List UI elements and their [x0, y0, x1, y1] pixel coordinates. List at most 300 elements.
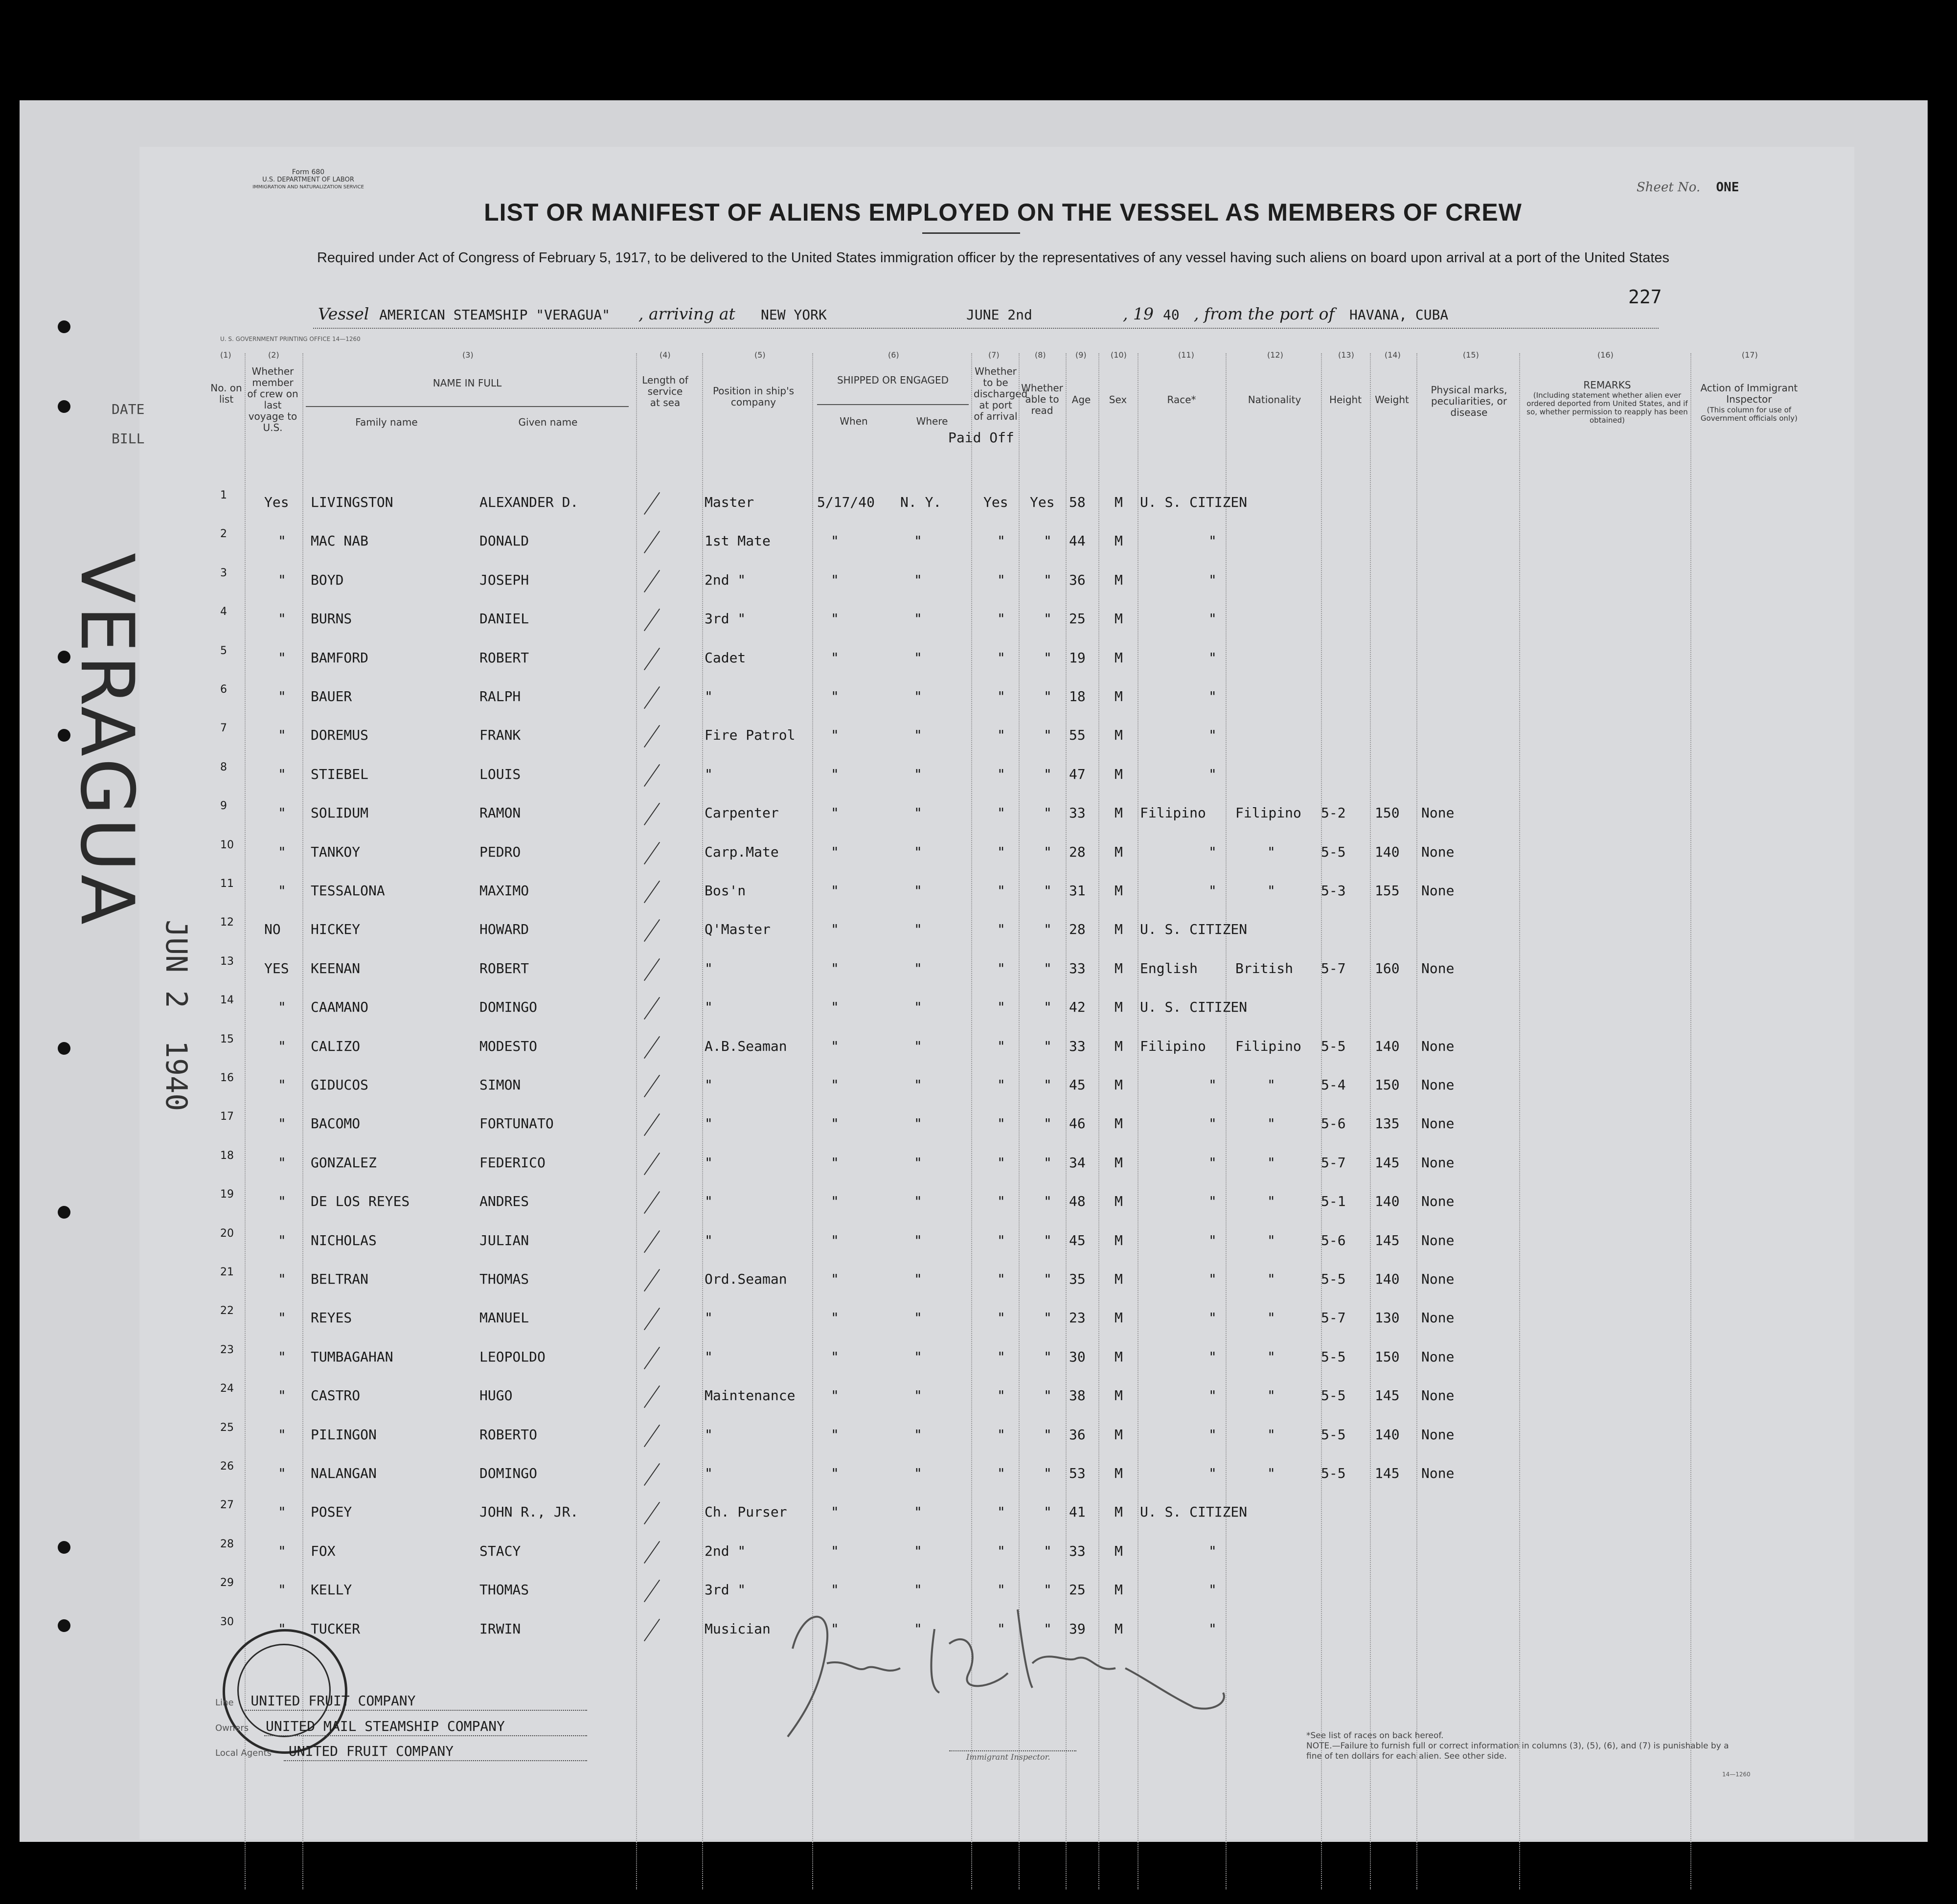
sex-cell: M	[1115, 1077, 1123, 1093]
binder-hole	[58, 1619, 70, 1632]
family-name-cell: NALANGAN	[311, 1465, 377, 1481]
sex-cell: M	[1115, 805, 1123, 821]
discharged-cell: "	[997, 688, 1005, 704]
sex-cell: M	[1115, 1193, 1123, 1209]
footer-rule	[245, 1710, 587, 1711]
able-to-read-cell: "	[1044, 960, 1052, 976]
race-cell: "	[1208, 1271, 1217, 1287]
physical-marks-cell: None	[1421, 1038, 1455, 1054]
shipped-when-cell: "	[831, 1115, 839, 1132]
sex-cell: M	[1115, 1232, 1123, 1248]
height-cell: 5-2	[1321, 805, 1346, 821]
weight-cell: 150	[1375, 1349, 1400, 1365]
race-cell: "	[1208, 1232, 1217, 1248]
nationality-cell: "	[1267, 1077, 1275, 1093]
discharged-cell: "	[997, 1271, 1005, 1287]
binder-hole	[58, 400, 70, 413]
given-name-cell: THOMAS	[479, 1271, 529, 1287]
able-to-read-cell: "	[1044, 1115, 1052, 1132]
physical-marks-cell: None	[1421, 1465, 1455, 1481]
binder-hole	[58, 1206, 70, 1219]
col-num-9: (9)	[1075, 350, 1087, 360]
weight-cell: 140	[1375, 1427, 1400, 1443]
col-header-sex: Sex	[1109, 394, 1127, 406]
position-cell: Cadet	[705, 650, 746, 666]
given-name-cell: MODESTO	[479, 1038, 538, 1054]
age-cell: 35	[1069, 1271, 1086, 1287]
col-header-weight: Weight	[1375, 394, 1409, 406]
column-separator	[636, 353, 637, 1889]
able-to-read-cell: "	[1044, 883, 1052, 899]
age-cell: 28	[1069, 921, 1086, 937]
discharged-cell: "	[997, 1193, 1005, 1209]
col-header-inspector: Action of Immigrant Inspector	[1700, 382, 1798, 405]
inspector-rule	[949, 1750, 1076, 1751]
race-cell: "	[1208, 844, 1217, 860]
year-prefix: , 19	[1123, 304, 1154, 323]
sex-cell: M	[1115, 960, 1123, 976]
row-number: 8	[220, 761, 227, 773]
col-num-5: (5)	[754, 350, 766, 360]
shipped-when-cell: "	[831, 1504, 839, 1520]
given-name-cell: RALPH	[479, 688, 521, 704]
stamp-date	[159, 920, 193, 1111]
able-to-read-cell: "	[1044, 1232, 1052, 1248]
family-name-cell: KELLY	[311, 1582, 352, 1598]
col-num-12: (12)	[1267, 350, 1283, 360]
nationality-cell: "	[1267, 1427, 1275, 1443]
shipped-when-cell: "	[831, 1349, 839, 1365]
binder-hole	[58, 1042, 70, 1055]
race-cell: "	[1208, 1349, 1217, 1365]
weight-cell: 130	[1375, 1310, 1400, 1326]
col-header-no: No. on list	[210, 382, 242, 405]
given-name-cell: FORTUNATO	[479, 1115, 554, 1132]
prev-voyage-cell: "	[278, 650, 286, 666]
given-name-cell: HUGO	[479, 1387, 513, 1404]
row-number: 15	[220, 1033, 234, 1045]
departure-port: HAVANA, CUBA	[1349, 307, 1449, 323]
form-identifier	[210, 169, 406, 191]
shipped-where-cell: "	[914, 1271, 922, 1287]
shipped-when-cell: "	[831, 1582, 839, 1598]
age-cell: 18	[1069, 688, 1086, 704]
race-cell: "	[1208, 727, 1217, 743]
shipped-where-cell: "	[914, 1465, 922, 1481]
name-header-rule	[306, 406, 629, 407]
race-cell: U. S. CITIZEN	[1140, 494, 1248, 510]
discharged-cell: "	[997, 727, 1005, 743]
physical-marks-cell: None	[1421, 1387, 1455, 1404]
height-cell: 5-5	[1321, 1387, 1346, 1404]
prev-voyage-cell: "	[278, 1582, 286, 1598]
shipped-where-cell: "	[914, 572, 922, 588]
col-num-17: (17)	[1742, 350, 1758, 360]
physical-marks-cell: None	[1421, 883, 1455, 899]
race-cell: "	[1208, 766, 1217, 782]
age-cell: 33	[1069, 1543, 1086, 1559]
prev-voyage-cell: Yes	[264, 494, 289, 510]
prev-voyage-cell: "	[278, 1115, 286, 1132]
given-name-cell: DONALD	[479, 533, 529, 549]
col-header-nationality: Nationality	[1248, 394, 1301, 406]
prev-voyage-cell: "	[278, 1465, 286, 1481]
given-name-cell: JOHN R., JR.	[479, 1504, 579, 1520]
col-num-1: (1)	[220, 350, 231, 360]
height-cell: 5-7	[1321, 960, 1346, 976]
family-name-cell: CAAMANO	[311, 999, 369, 1015]
prev-voyage-cell: "	[278, 1349, 286, 1365]
nationality-cell: "	[1267, 1155, 1275, 1171]
race-cell: "	[1208, 650, 1217, 666]
discharged-cell: "	[997, 1232, 1005, 1248]
shipped-where-cell: "	[914, 1077, 922, 1093]
row-number: 24	[220, 1383, 234, 1395]
discharged-cell: "	[997, 1504, 1005, 1520]
shipped-when-cell: "	[831, 960, 839, 976]
position-cell: Bos'n	[705, 883, 746, 899]
given-name-cell: MAXIMO	[479, 883, 529, 899]
given-name-cell: JOSEPH	[479, 572, 529, 588]
sex-cell: M	[1115, 1582, 1123, 1598]
race-cell: "	[1208, 1115, 1217, 1132]
discharged-cell: "	[997, 1465, 1005, 1481]
able-to-read-cell: "	[1044, 1543, 1052, 1559]
sex-cell: M	[1115, 1155, 1123, 1171]
given-name-cell: LOUIS	[479, 766, 521, 782]
nationality-cell: "	[1267, 1310, 1275, 1326]
sex-cell: M	[1115, 1387, 1123, 1404]
age-cell: 19	[1069, 650, 1086, 666]
weight-cell: 145	[1375, 1465, 1400, 1481]
col-header-able-to-read: Whether able to read	[1021, 382, 1063, 416]
age-cell: 36	[1069, 1427, 1086, 1443]
weight-cell: 145	[1375, 1232, 1400, 1248]
prev-voyage-cell: YES	[264, 960, 289, 976]
col-num-8: (8)	[1035, 350, 1046, 360]
sex-cell: M	[1115, 688, 1123, 704]
col-num-4: (4)	[660, 350, 671, 360]
col-header-name: NAME IN FULL	[432, 377, 502, 389]
sex-cell: M	[1115, 999, 1123, 1015]
age-cell: 44	[1069, 533, 1086, 549]
physical-marks-cell: None	[1421, 1427, 1455, 1443]
physical-marks-cell: None	[1421, 844, 1455, 860]
position-cell: "	[705, 1193, 713, 1209]
col-num-11: (11)	[1178, 350, 1194, 360]
weight-cell: 135	[1375, 1115, 1400, 1132]
weight-cell: 145	[1375, 1387, 1400, 1404]
discharged-cell: "	[997, 1038, 1005, 1054]
nationality-cell: "	[1267, 883, 1275, 899]
binder-hole	[58, 1541, 70, 1554]
height-cell: 5-7	[1321, 1155, 1346, 1171]
family-name-cell: BURNS	[311, 611, 352, 627]
shipped-where-cell: "	[914, 1310, 922, 1326]
prev-voyage-cell: NO	[264, 921, 281, 937]
able-to-read-cell: "	[1044, 766, 1052, 782]
discharged-cell: "	[997, 650, 1005, 666]
race-cell: Filipino	[1140, 805, 1206, 821]
row-number: 3	[220, 567, 227, 579]
age-cell: 47	[1069, 766, 1086, 782]
physical-marks-cell: None	[1421, 1115, 1455, 1132]
col-header-when: When	[840, 415, 868, 427]
vessel-margin-stamp: VERAGUA	[64, 553, 149, 928]
height-cell: 5-6	[1321, 1232, 1346, 1248]
race-cell: "	[1208, 1310, 1217, 1326]
position-cell: Carp.Mate	[705, 844, 779, 860]
age-cell: 33	[1069, 805, 1086, 821]
physical-marks-cell: None	[1421, 1271, 1455, 1287]
shipped-where-cell: "	[914, 650, 922, 666]
race-cell: U. S. CITIZEN	[1140, 999, 1248, 1015]
discharged-cell: "	[997, 572, 1005, 588]
able-to-read-cell: "	[1044, 1387, 1052, 1404]
able-to-read-cell: "	[1044, 1349, 1052, 1365]
height-cell: 5-5	[1321, 1465, 1346, 1481]
nationality-cell: "	[1267, 1465, 1275, 1481]
sex-cell: M	[1115, 844, 1123, 860]
column-separator	[1690, 353, 1691, 1889]
age-cell: 33	[1069, 960, 1086, 976]
family-name-cell: MAC NAB	[311, 533, 369, 549]
race-cell: "	[1208, 572, 1217, 588]
footer-owners-value: UNITED MAIL STEAMSHIP COMPANY	[266, 1718, 505, 1734]
race-cell: "	[1208, 611, 1217, 627]
shipped-when-cell: "	[831, 999, 839, 1015]
able-to-read-cell: "	[1044, 1582, 1052, 1598]
col-num-7: (7)	[988, 350, 1000, 360]
race-cell: "	[1208, 1387, 1217, 1404]
position-cell: Ord.Seaman	[705, 1271, 787, 1287]
row-number: 29	[220, 1577, 234, 1589]
column-separator	[1370, 353, 1371, 1889]
col-header-inspector-sub: (This column for use of Government officials only)	[1701, 406, 1798, 423]
shipped-where-cell: "	[914, 727, 922, 743]
row-number: 11	[220, 878, 234, 890]
column-separator	[1416, 353, 1417, 1889]
discharged-cell: "	[997, 1621, 1005, 1637]
arrival-port: NEW YORK	[761, 307, 827, 323]
family-name-cell: NICHOLAS	[311, 1232, 377, 1248]
shipped-where-cell: "	[914, 1038, 922, 1054]
prev-voyage-cell: "	[278, 1193, 286, 1209]
paid-off-note: Paid Off	[948, 430, 1014, 446]
sex-cell: M	[1115, 1621, 1123, 1637]
age-cell: 34	[1069, 1155, 1086, 1171]
shipped-where-cell: "	[914, 960, 922, 976]
side-label-bill: BILL	[112, 431, 145, 447]
sex-cell: M	[1115, 921, 1123, 937]
shipped-when-cell: "	[831, 766, 839, 782]
race-cell: U. S. CITIZEN	[1140, 921, 1248, 937]
col-header-position: Position in ship's company	[712, 385, 795, 408]
shipped-where-cell: "	[914, 1543, 922, 1559]
family-name-cell: HICKEY	[311, 921, 361, 937]
footer-agents-label: Local Agents	[215, 1748, 272, 1758]
shipped-where-cell: "	[914, 1621, 922, 1637]
sex-cell: M	[1115, 572, 1123, 588]
shipped-where-cell: "	[914, 921, 922, 937]
height-cell: 5-7	[1321, 1310, 1346, 1326]
able-to-read-cell: "	[1044, 844, 1052, 860]
discharged-cell: "	[997, 1349, 1005, 1365]
nationality-cell: "	[1267, 1232, 1275, 1248]
given-name-cell: ROBERTO	[479, 1427, 538, 1443]
given-name-cell: JULIAN	[479, 1232, 529, 1248]
row-number: 6	[220, 683, 227, 696]
col-num-10: (10)	[1111, 350, 1127, 360]
height-cell: 5-1	[1321, 1193, 1346, 1209]
age-cell: 25	[1069, 611, 1086, 627]
service-name: IMMIGRATION AND NATURALIZATION SERVICE	[252, 184, 364, 190]
sex-cell: M	[1115, 1504, 1123, 1520]
prev-voyage-cell: "	[278, 766, 286, 782]
row-number: 4	[220, 606, 227, 618]
col-num-13: (13)	[1338, 350, 1354, 360]
given-name-cell: ROBERT	[479, 960, 529, 976]
shipped-when-cell: "	[831, 727, 839, 743]
nationality-cell: British	[1235, 960, 1294, 976]
shipped-header-rule	[817, 404, 969, 405]
prev-voyage-cell: "	[278, 999, 286, 1015]
shipped-when-cell: "	[831, 805, 839, 821]
prev-voyage-cell: "	[278, 844, 286, 860]
family-name-cell: DOREMUS	[311, 727, 369, 743]
given-name-cell: SIMON	[479, 1077, 521, 1093]
col-header-prev-voyage: Whether member of crew on last voyage to U.S.	[247, 365, 298, 433]
row-number: 1	[220, 489, 227, 501]
race-cell: "	[1208, 533, 1217, 549]
age-cell: 36	[1069, 572, 1086, 588]
col-header-where: Where	[916, 415, 948, 427]
physical-marks-cell: None	[1421, 960, 1455, 976]
race-cell: "	[1208, 1193, 1217, 1209]
prev-voyage-cell: "	[278, 1271, 286, 1287]
col-header-age: Age	[1071, 394, 1091, 406]
able-to-read-cell: "	[1044, 1193, 1052, 1209]
physical-marks-cell: None	[1421, 1310, 1455, 1326]
department-name: U.S. DEPARTMENT OF LABOR	[262, 176, 354, 183]
weight-cell: 155	[1375, 883, 1400, 899]
discharged-cell: "	[997, 1427, 1005, 1443]
age-cell: 45	[1069, 1077, 1086, 1093]
height-cell: 5-5	[1321, 1349, 1346, 1365]
prev-voyage-cell: "	[278, 1077, 286, 1093]
sex-cell: M	[1115, 1310, 1123, 1326]
family-name-cell: SOLIDUM	[311, 805, 369, 821]
given-name-cell: LEOPOLDO	[479, 1349, 546, 1365]
physical-marks-cell: None	[1421, 1193, 1455, 1209]
nationality-cell: "	[1267, 1271, 1275, 1287]
page-title: LIST OR MANIFEST OF ALIENS EMPLOYED ON THE VESSEL AS MEMBERS OF CREW	[484, 199, 1522, 226]
weight-cell: 140	[1375, 1271, 1400, 1287]
family-name-cell: PILINGON	[311, 1427, 377, 1443]
note-code: 14—1260	[1722, 1771, 1751, 1778]
col-num-2: (2)	[268, 350, 279, 360]
family-name-cell: BAMFORD	[311, 650, 369, 666]
height-cell: 5-5	[1321, 1038, 1346, 1054]
printing-office: U. S. GOVERNMENT PRINTING OFFICE 14—1260	[220, 336, 361, 342]
height-cell: 5-5	[1321, 1427, 1346, 1443]
family-name-cell: TUMBAGAHAN	[311, 1349, 393, 1365]
col-num-3: (3)	[462, 350, 474, 360]
vessel-name: AMERICAN STEAMSHIP "VERAGUA"	[379, 307, 611, 323]
age-cell: 45	[1069, 1232, 1086, 1248]
shipped-when-cell: "	[831, 1310, 839, 1326]
row-number: 9	[220, 800, 227, 812]
position-cell: "	[705, 688, 713, 704]
weight-cell: 150	[1375, 1077, 1400, 1093]
nationality-cell: "	[1267, 1115, 1275, 1132]
note-fine: NOTE.—Failure to furnish full or correct information in columns (3), (5), (6), and (7) is punishable by a fine of ten dollars for each alien. See other side.	[1306, 1741, 1729, 1761]
shipped-when-cell: 5/17/40	[817, 494, 875, 510]
inspector-signature	[773, 1590, 1252, 1746]
height-cell: 5-6	[1321, 1115, 1346, 1132]
prev-voyage-cell: "	[278, 1232, 286, 1248]
position-cell: "	[705, 1310, 713, 1326]
race-cell: U. S. CITIZEN	[1140, 1504, 1248, 1520]
given-name-cell: RAMON	[479, 805, 521, 821]
given-name-cell: FRANK	[479, 727, 521, 743]
shipped-when-cell: "	[831, 1427, 839, 1443]
race-cell: "	[1208, 1465, 1217, 1481]
sex-cell: M	[1115, 1465, 1123, 1481]
weight-cell: 160	[1375, 960, 1400, 976]
prev-voyage-cell: "	[278, 1621, 286, 1637]
prev-voyage-cell: "	[278, 572, 286, 588]
nationality-cell: Filipino	[1235, 1038, 1301, 1054]
nationality-cell: Filipino	[1235, 805, 1301, 821]
row-number: 19	[220, 1188, 234, 1201]
shipped-where-cell: "	[914, 805, 922, 821]
shipped-when-cell: "	[831, 1465, 839, 1481]
row-number: 25	[220, 1422, 234, 1434]
able-to-read-cell: "	[1044, 1077, 1052, 1093]
family-name-cell: GIDUCOS	[311, 1077, 369, 1093]
row-number: 17	[220, 1111, 234, 1123]
race-cell: "	[1208, 883, 1217, 899]
shipped-when-cell: "	[831, 1232, 839, 1248]
discharged-cell: "	[997, 999, 1005, 1015]
discharged-cell: "	[997, 1155, 1005, 1171]
height-cell: 5-5	[1321, 1271, 1346, 1287]
discharged-cell: "	[997, 1543, 1005, 1559]
able-to-read-cell: "	[1044, 533, 1052, 549]
age-cell: 25	[1069, 1582, 1086, 1598]
page-number: 227	[1628, 286, 1662, 308]
col-header-family-name: Family name	[355, 416, 418, 428]
discharged-cell: "	[997, 1077, 1005, 1093]
discharged-cell: "	[997, 960, 1005, 976]
sex-cell: M	[1115, 1271, 1123, 1287]
position-cell: Fire Patrol	[705, 727, 796, 743]
able-to-read-cell: "	[1044, 1621, 1052, 1637]
position-cell: Ch. Purser	[705, 1504, 787, 1520]
vessel-label: Vessel	[318, 304, 369, 323]
side-label-date: DATE	[112, 401, 145, 417]
shipped-where-cell: N. Y.	[900, 494, 942, 510]
age-cell: 41	[1069, 1504, 1086, 1520]
able-to-read-cell: "	[1044, 805, 1052, 821]
stamp-date-month: JUN 2	[159, 920, 193, 1008]
shipped-when-cell: "	[831, 572, 839, 588]
given-name-cell: FEDERICO	[479, 1155, 546, 1171]
given-name-cell: PEDRO	[479, 844, 521, 860]
col-header-remarks: REMARKS	[1583, 379, 1631, 391]
sheet-number-value: ONE	[1716, 180, 1739, 195]
